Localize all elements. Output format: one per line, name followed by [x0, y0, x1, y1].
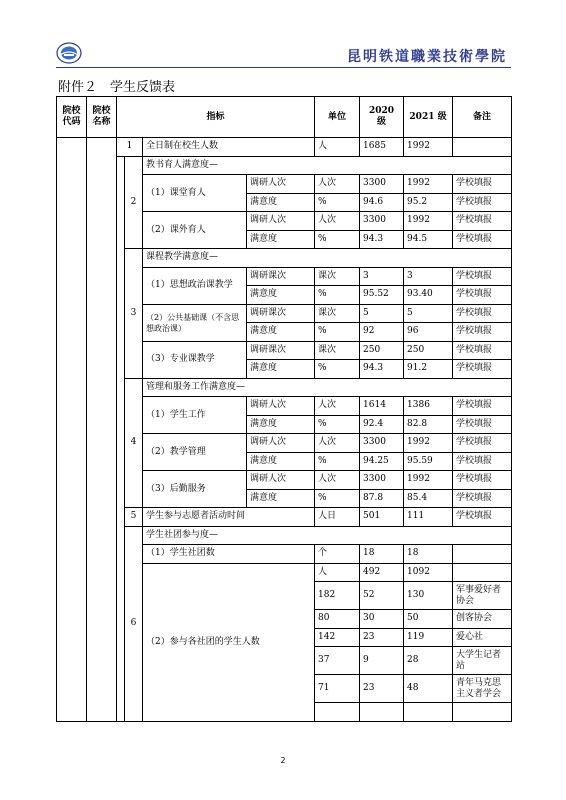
remark: 学校填报: [453, 471, 512, 490]
value-2020: 492: [360, 563, 404, 582]
table-row: [57, 249, 512, 268]
unit: 人: [315, 138, 360, 157]
unit: 人次: [315, 175, 360, 194]
unit: 课次: [315, 304, 360, 323]
remark: 学校填报: [453, 341, 512, 360]
value-2021: 1992: [404, 212, 453, 231]
unit: %: [315, 323, 360, 342]
table-row: [57, 156, 512, 175]
table-row: [57, 508, 512, 527]
unit: %: [315, 489, 360, 508]
remark: 学校填报: [453, 193, 512, 212]
value-2020: 3: [360, 267, 404, 286]
col-header-2021: 2021 级: [404, 97, 453, 138]
value-2020: 52: [360, 582, 404, 610]
value-2021: 82.8: [404, 415, 453, 434]
value-2021: 1092: [404, 563, 453, 582]
metric: 调研人次: [247, 471, 315, 490]
row-number: 1: [117, 138, 143, 157]
school-name: 昆明铁道職業技術學院: [347, 49, 507, 65]
remark: [453, 545, 512, 564]
remark: 学校填报: [453, 267, 512, 286]
remark: 青年马克思主义者学会: [453, 675, 512, 703]
value-2020: 3300: [360, 471, 404, 490]
value-2020: 250: [360, 341, 404, 360]
value-2021: 18: [404, 545, 453, 564]
table-row: [57, 526, 512, 545]
value-2021: 28: [404, 647, 453, 675]
unit: 人次: [315, 434, 360, 453]
table-header-row: [57, 97, 512, 138]
page-header: [56, 40, 511, 70]
attachment-title: 附件２ 学生反馈表: [58, 80, 176, 95]
section-title: 管理和服务工作满意度—: [143, 378, 512, 397]
value-2021: 1386: [404, 397, 453, 416]
remark: 学校填报: [453, 304, 512, 323]
unit: 课次: [315, 341, 360, 360]
table-row: [57, 378, 512, 397]
row-number: 6: [125, 526, 143, 721]
remark: [453, 138, 512, 157]
value-2020: 94.25: [360, 452, 404, 471]
sub-indicator: （2）教学管理: [143, 434, 247, 471]
value-2021: 1992: [404, 138, 453, 157]
value-2021: 94.5: [404, 230, 453, 249]
remark: 学校填报: [453, 212, 512, 231]
indicator: 学生参与志愿者活动时间: [143, 508, 315, 527]
remark: 学校填报: [453, 323, 512, 342]
header-divider: [56, 67, 511, 68]
value-2021: 130: [404, 582, 453, 610]
value-2020: 92.4: [360, 415, 404, 434]
metric: 调研人次: [247, 212, 315, 231]
value-2021: 250: [404, 341, 453, 360]
unit: %: [315, 286, 360, 305]
row-number: 2: [125, 156, 143, 249]
metric: 调研课次: [247, 304, 315, 323]
metric: 调研课次: [247, 341, 315, 360]
value-2021: 50: [404, 610, 453, 629]
metric: 满意度: [247, 489, 315, 508]
indicator: 全日制在校生人数: [143, 138, 315, 157]
unit: 人次: [315, 397, 360, 416]
school-logo-icon: [56, 42, 82, 64]
unit: 80: [315, 610, 360, 629]
sub-indicator: （3）后勤服务: [143, 471, 247, 508]
school-name-cell: [87, 138, 117, 722]
value-2021: 119: [404, 628, 453, 647]
value-2020: 3300: [360, 212, 404, 231]
sub-indicator: （2）课外育人: [143, 212, 247, 249]
remark: 学校填报: [453, 230, 512, 249]
value-2021: 1992: [404, 471, 453, 490]
remark: 学校填报: [453, 360, 512, 379]
unit: %: [315, 415, 360, 434]
sub-indicator: （2）公共基础课（不含思想政治课）: [143, 304, 247, 341]
remark: 学校填报: [453, 175, 512, 194]
value-2020: 95.52: [360, 286, 404, 305]
sub-indicator: （3）专业课教学: [143, 341, 247, 378]
value-2021: 1992: [404, 175, 453, 194]
sub-indicator: （1）学生工作: [143, 397, 247, 434]
school-code-cell: [57, 138, 87, 722]
col-header-code: 院校代码: [57, 97, 87, 138]
remark: 学校填报: [453, 286, 512, 305]
remark: 军事爱好者协会: [453, 582, 512, 610]
value-2020: 23: [360, 628, 404, 647]
value-2021: 96: [404, 323, 453, 342]
unit: 182: [315, 582, 360, 610]
metric: 满意度: [247, 360, 315, 379]
unit: 课次: [315, 267, 360, 286]
value-2021: 1992: [404, 434, 453, 453]
remark: 学校填报: [453, 397, 512, 416]
value-2021: 111: [404, 508, 453, 527]
unit: 人: [315, 563, 360, 582]
metric: 满意度: [247, 323, 315, 342]
unit: 37: [315, 647, 360, 675]
value-2021: 93.40: [404, 286, 453, 305]
remark: 学校填报: [453, 415, 512, 434]
value-2020: 94.3: [360, 360, 404, 379]
remark: 学校填报: [453, 489, 512, 508]
col-header-indicator: 指标: [117, 97, 315, 138]
remark: 学校填报: [453, 452, 512, 471]
unit: %: [315, 452, 360, 471]
row-number: 5: [125, 508, 143, 527]
value-2021: 95.2: [404, 193, 453, 212]
unit: 人次: [315, 212, 360, 231]
unit: 142: [315, 628, 360, 647]
sub-indicator: （1）课堂育人: [143, 175, 247, 212]
value-2020: 94.3: [360, 230, 404, 249]
unit: %: [315, 193, 360, 212]
metric: 满意度: [247, 230, 315, 249]
value-2020: 1685: [360, 138, 404, 157]
value-2020: 87.8: [360, 489, 404, 508]
value-2021: 91.2: [404, 360, 453, 379]
metric: 满意度: [247, 286, 315, 305]
value-2020: 30: [360, 610, 404, 629]
metric: 满意度: [247, 193, 315, 212]
value-2020: 92: [360, 323, 404, 342]
page-number: 2: [280, 756, 286, 765]
value-2020: 94.6: [360, 193, 404, 212]
remark: 学校填报: [453, 434, 512, 453]
unit: 71: [315, 675, 360, 703]
col-header-2020: 2020 级: [360, 97, 404, 138]
sub-indicator: （1）学生社团数: [143, 545, 315, 564]
unit: 人次: [315, 471, 360, 490]
table-row: [57, 138, 512, 157]
value-2021: 48: [404, 675, 453, 703]
value-2020: 9: [360, 647, 404, 675]
row-number: 3: [125, 249, 143, 379]
value-2020: 3300: [360, 434, 404, 453]
value-2020: 1614: [360, 397, 404, 416]
sub-indicator: （1）思想政治课教学: [143, 267, 247, 304]
metric: 满意度: [247, 452, 315, 471]
value-2021: 5: [404, 304, 453, 323]
unit: %: [315, 360, 360, 379]
value-2021: 95.59: [404, 452, 453, 471]
feedback-table: [56, 96, 512, 722]
section-title: 课程教学满意度—: [143, 249, 512, 268]
unit: %: [315, 230, 360, 249]
col-header-name: 院校名称: [87, 97, 117, 138]
unit: 个: [315, 545, 360, 564]
metric: 调研人次: [247, 434, 315, 453]
value-2020: 3300: [360, 175, 404, 194]
value-2020: 23: [360, 675, 404, 703]
remark: 大学生记者站: [453, 647, 512, 675]
remark: 爱心社: [453, 628, 512, 647]
section-title: 教书育人满意度—: [143, 156, 512, 175]
metric: 调研课次: [247, 267, 315, 286]
col-header-unit: 单位: [315, 97, 360, 138]
metric: 调研人次: [247, 175, 315, 194]
remark: [453, 563, 512, 582]
value-2020: 18: [360, 545, 404, 564]
metric: 调研人次: [247, 397, 315, 416]
col-header-remark: 备注: [453, 97, 512, 138]
metric: 满意度: [247, 415, 315, 434]
remark: 学校填报: [453, 508, 512, 527]
value-2021: 85.4: [404, 489, 453, 508]
remark: 创客协会: [453, 610, 512, 629]
sub-indicator: （2）参与各社团的学生人数: [143, 563, 315, 721]
value-2021: 3: [404, 267, 453, 286]
value-2020: 5: [360, 304, 404, 323]
section-title: 学生社团参与度—: [143, 526, 512, 545]
row-number: 4: [125, 378, 143, 508]
unit: 人日: [315, 508, 360, 527]
value-2020: 501: [360, 508, 404, 527]
